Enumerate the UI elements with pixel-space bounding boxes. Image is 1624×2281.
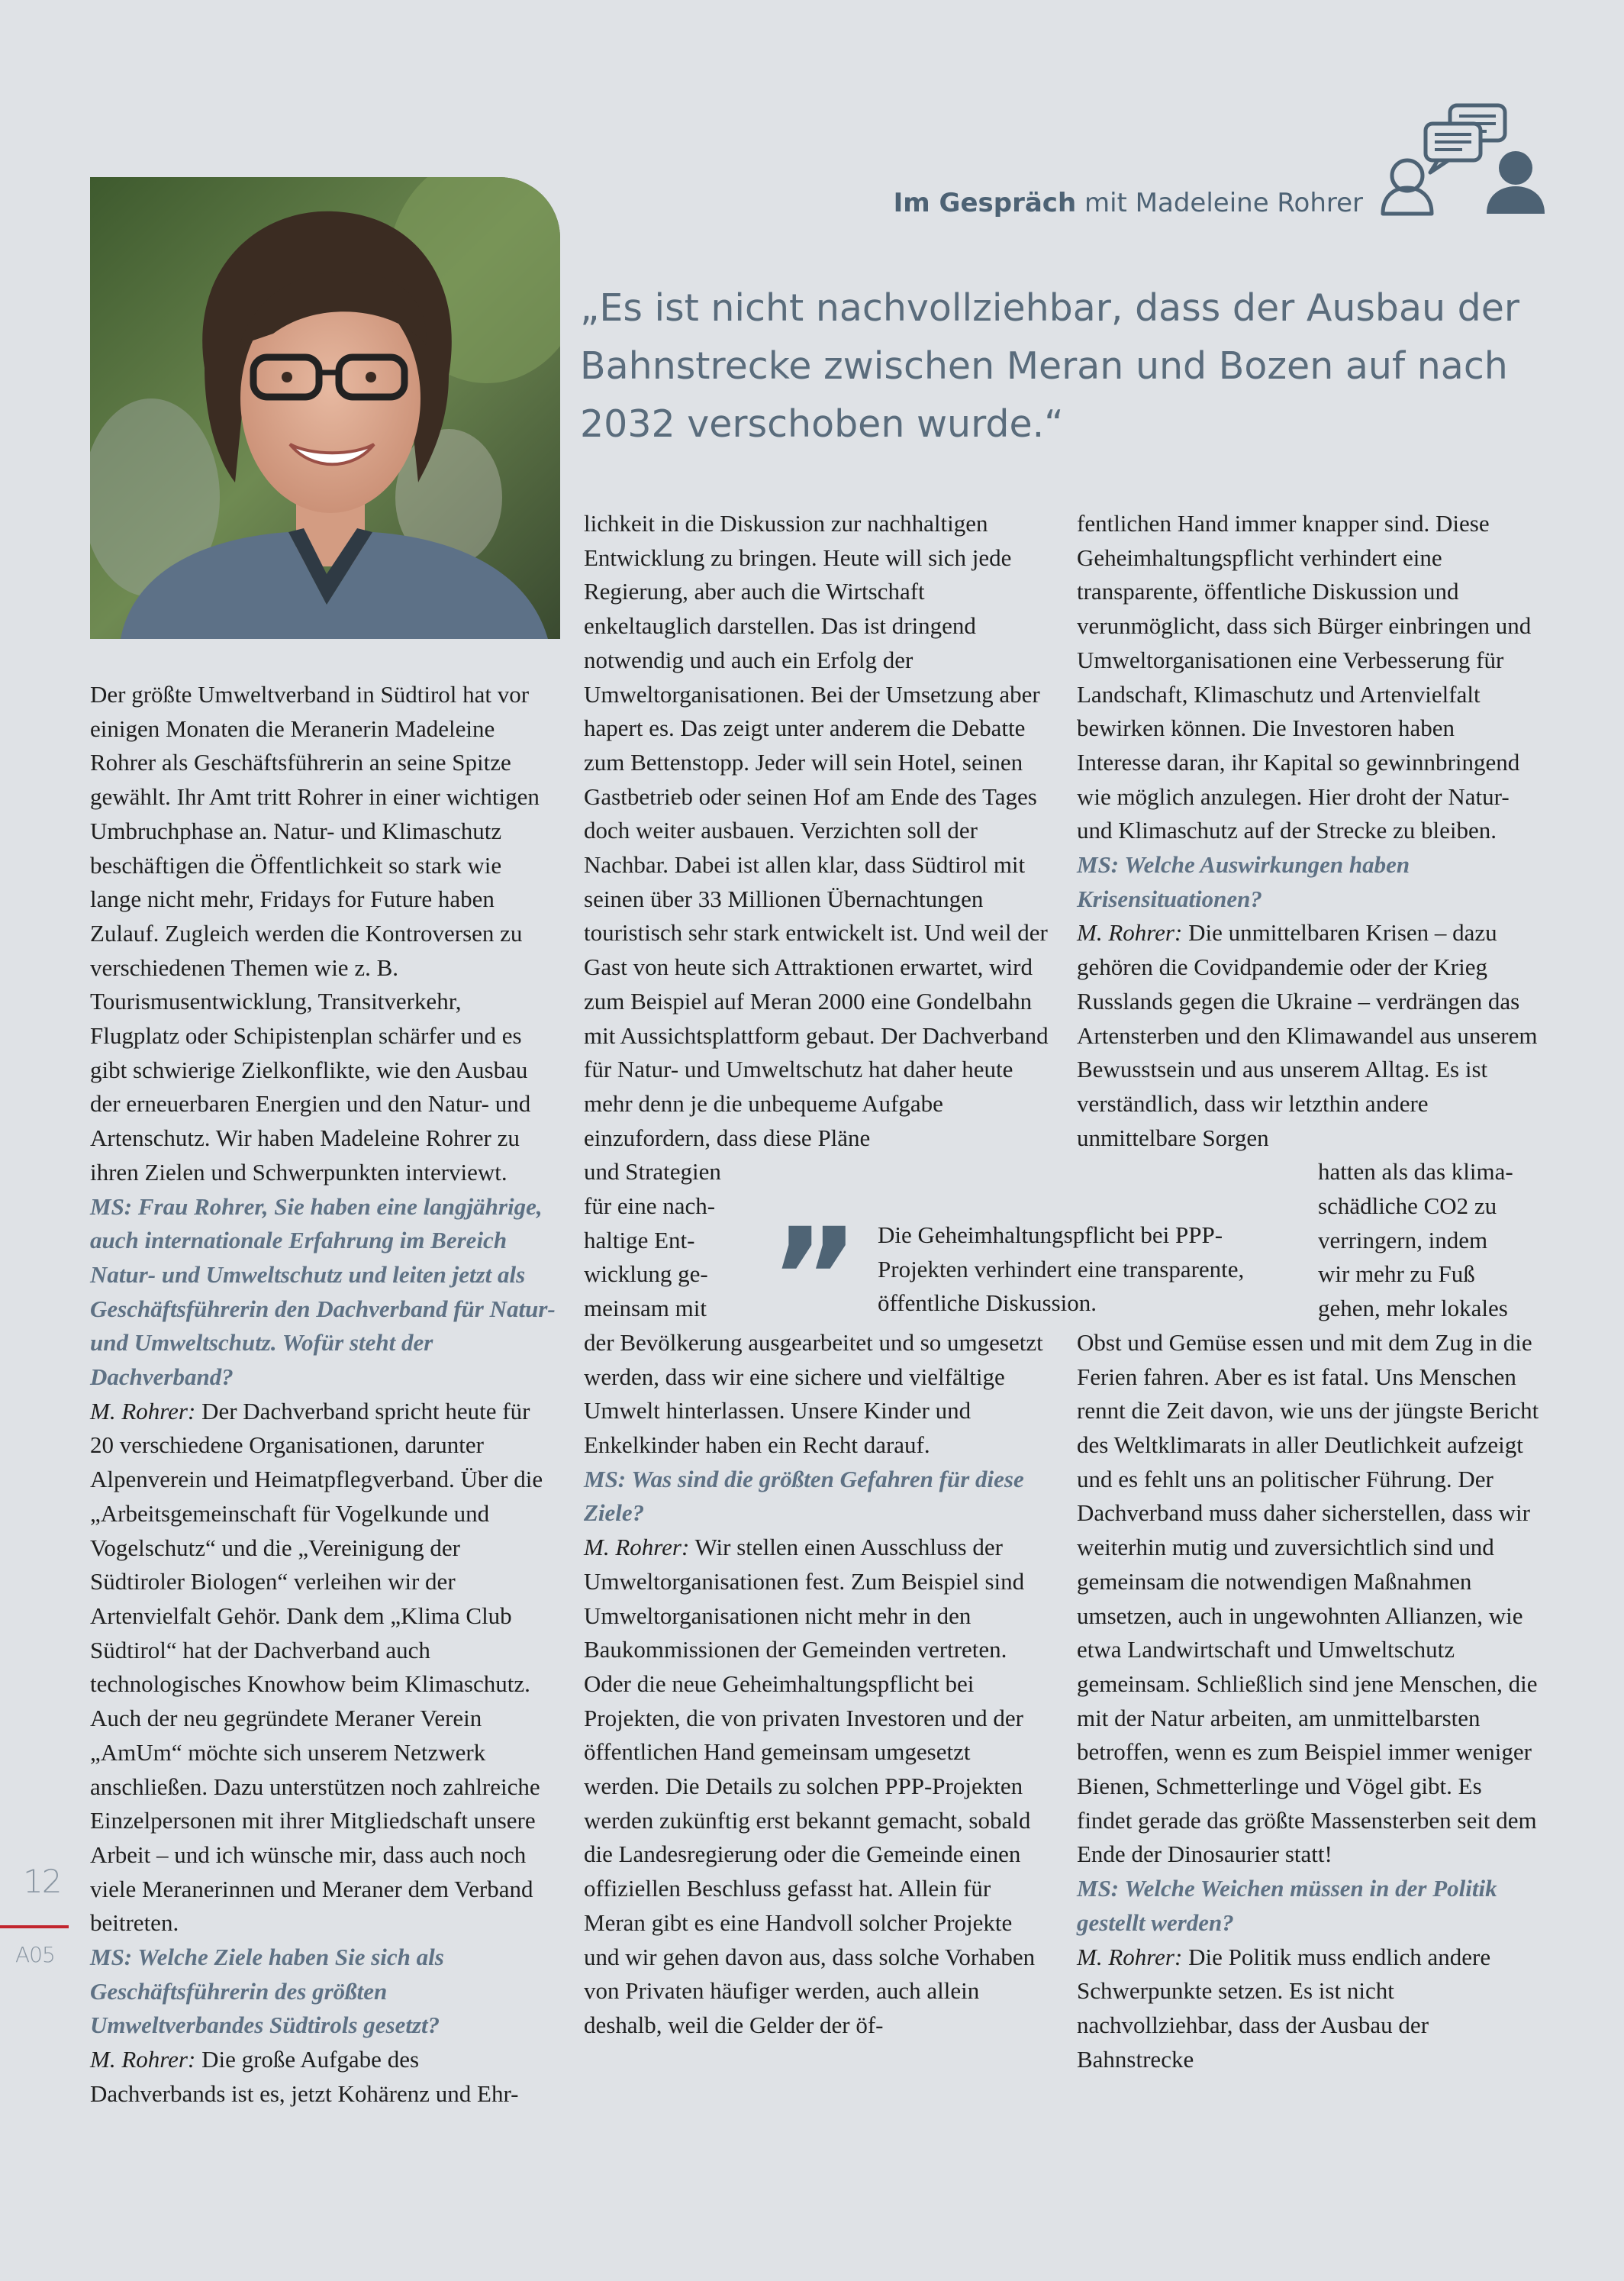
pull-quote: „Es ist nicht nachvollziehbar, dass der Ausbau der Bahnstrecke zwischen Meran und Bozen auf nach 2032 verschoben wurde.“ [580,286,1520,446]
interview-question: MS: Welche Auswirkungen haben Krisensituationen? [1077,851,1410,912]
interview-answer: M. Rohrer: Die Politik muss endlich andere Schwerpunkte setzen. Es ist nicht nachvollziehbar, dass der Ausbau der Bahnstrecke [1077,1943,1491,2073]
wrapped-line: wir mehr zu Fuß [1318,1260,1475,1288]
wrapped-line: schädliche CO2 zu [1318,1192,1497,1220]
speaker-label: M. Rohrer: [90,2046,196,2073]
wrapped-line: haltige Ent- [584,1226,695,1253]
interview-answer: M. Rohrer: Die unmittelbaren Krisen – dazu gehören die Covidpandemie oder der Krieg Russlands gegen die Ukraine – verdrängen das Artensterben und den Klimawandel aus unserem Bewusstsein und aus unserem Alltag. Es ist verständlich, dass wir letzthin andere unmittelbare Sorgen [1077,919,1538,1151]
section-header [894,188,1363,218]
interview-question: MS: Was sind die größten Gefahren für diese Ziele? [584,1465,1024,1527]
interview-question: MS: Welche Ziele haben Sie sich als Geschäftsführerin des größten Umweltverbandes Südtirols gesetzt? [90,1944,444,2039]
interview-question: MS: Welche Weichen müssen in der Politik gestellt werden? [1077,1875,1497,1936]
paragraph: lichkeit in die Diskussion zur nachhaltigen Entwicklung zu bringen. Heute will sich jede Regierung, aber auch die Wirtschaft enkeltauglich darstellen. Das ist dringend notwendig und auch ein Erfolg der Umweltorganisationen. Bei der Umsetzung aber hapert es. Das zeigt unter anderem die Debatte zum Bettenstopp. Jeder will sein Hotel, seinen Gastbetrieb oder seinen Hof am Ende des Tages doch weiter ausbauen. Verzichten soll der Nachbar. Dabei ist allen klar, dass Südtirol mit seinen über 33 Millionen Übernachtungen touristisch sehr stark entwickelt ist. Und weil der Gast von heute sich Attraktionen erwartet, wird zum Beispiel auf Meran 2000 eine Gondelbahn mit Aussichtsplattform gebaut. Der Dachverband für Natur- und Umweltschutz hat daher heute mehr denn je die unbequeme Aufgabe einzufordern, dass diese Pläne [584,510,1049,1151]
interview-answer: M. Rohrer: Wir stellen einen Ausschluss der Umweltorganisationen fest. Zum Beispiel sind Umweltorganisationen nicht mehr in den Baukommissionen der Gemeinden vertreten. Oder die neue Geheimhaltungspflicht bei Projekten, die von privaten Investoren und der öffentlichen Hand gemeinsam umgesetzt werden. Die Details zu solchen PPP-Projekten werden zukünftig erst bekannt gemacht, sobald die Landesregierung oder die Gemeinde einen offiziellen Beschluss gefasst hat. Allein für Meran gibt es eine Handvoll solcher Projekte und wir gehen davon aus, dass solche Vorhaben von Privaten häufiger werden, auch allein deshalb, weil die Gelder der öf- [584,1534,1036,2038]
speaker-label: M. Rohrer: [584,1534,690,1561]
portrait-photo [90,177,560,639]
conversation-icon [1380,101,1548,223]
wrapped-line: und Strategien [584,1158,721,1186]
wrapped-line: gehen, mehr lokales [1318,1295,1508,1322]
speaker-label: M. Rohrer: [90,1397,196,1424]
interview-answer: M. Rohrer: Die große Aufgabe des Dachverbands ist es, jetzt Kohärenz und Ehr- [90,2046,519,2107]
paragraph: Obst und Gemüse essen und mit dem Zug in die Ferien fahren. Aber es ist fatal. Uns Menschen rennt die Zeit davon, wie uns der jüngste Bericht des Weltklimarats in aller Deutlichkeit aufzeigt und es fehlt uns an politischer Führung. Der Dachverband muss daher sicherstellen, dass wir weiterhin mutig und zuversichtlich sind und gemeinsam die notwendigen Maßnahmen umsetzen, auch in ungewohnten Allianzen, wie etwa Landwirtschaft und Umweltschutz gemeinsam. Schließlich sind jene Menschen, die mit der Natur arbeiten, am unmittelbarsten betroffen, wenn es zum Beispiel immer weniger Bienen, Schmetterlinge und Vögel gibt. Es findet gerade das größte Massensterben seit dem Ende der Dinosaurier statt! [1077,1328,1539,1868]
wrapped-line: meinsam mit [584,1295,707,1322]
wrapped-line: verringern, indem [1318,1226,1488,1253]
article-column-3 [1077,507,1542,2076]
interview-answer: M. Rohrer: Der Dachverband spricht heute für 20 verschiedene Organisationen, darunter Alpenverein und Heimatpflegverband. Über die „Arbeitsgemeinschaft für Vogelkunde und Vogelschutz“ und die „Vereinigung der Südtiroler Biologen“ verleihen wir der Artenvielfalt Gehör. Dank dem „Klima Club Südtirol“ hat der Dachverband auch technologisches Knowhow beim Klimaschutz. Auch der neu gegründete Meraner Verein „AmUm“ möchte sich unserem Netzwerk anschließen. Dazu unterstützen noch zahlreiche Einzelpersonen mit ihrer Mitgliedschaft unsere Arbeit – und ich wünsche mir, dass auch noch viele Meranerinnen und Meraner dem Verband beitreten. [90,1397,543,1937]
intro-paragraph: Der größte Umweltverband in Südtirol hat vor einigen Monaten die Meranerin Madeleine Rohrer als Geschäftsführerin an seine Spitze gewählt. Ihr Amt tritt Rohrer in einer wichtigen Umbruchphase an. Natur- und Klimaschutz beschäftigen die Öffentlichkeit so stark wie lange nicht mehr, Fridays for Future haben Zulauf. Zugleich werden die Kontroversen zu verschiedenen Themen wie z. B. Tourismusentwicklung, Transitverkehr, Flugplatz oder Schipistenplan schärfer und es gibt schwierige Zielkonflikte, wie den Ausbau der erneuerbaren Energien und den Natur- und Artenschutz. Wir haben Madeleine Rohrer zu ihren Zielen und Schwerpunkten interviewt. [90,681,540,1186]
paragraph: fentlichen Hand immer knapper sind. Diese Geheimhaltungspflicht verhindert eine transparente, öffentliche Diskussion und verunmöglicht, dass sich Bürger einbringen und Umweltorganisationen eine Verbesserung für Landschaft, Klimaschutz und Artenvielfalt bewirken können. Die Investoren haben Interesse daran, ihr Kapital so gewinnbringend wie möglich anzulegen. Hier droht der Natur- und Klimaschutz auf der Strecke zu bleiben. [1077,510,1532,844]
paragraph: der Bevölkerung ausgearbeitet und so umgesetzt werden, dass wir eine sichere und vielfältige Umwelt hinterlassen. Unsere Kinder und Enkelkinder haben ein Recht darauf. [584,1328,1043,1458]
quote-mark-icon: ” [769,1199,849,1359]
speaker-label: M. Rohrer: [1077,1943,1183,1970]
wrapped-line: hatten als das klima- [1318,1158,1513,1186]
issue-code: A05 [15,1942,55,1967]
page-number: 12 [23,1863,61,1900]
inset-quote-text: Die Geheimhaltungspflicht bei PPP-Projekten verhindert eine transparente, öffentliche Diskussion. [878,1221,1245,1317]
page-rule [0,1925,69,1928]
section-header-bold: Im Gespräch [893,188,1077,218]
wrapped-line: wicklung ge- [584,1260,708,1288]
wrap-block [1077,1155,1542,1326]
article-column-1 [90,678,556,2112]
wrapped-line: für eine nach- [584,1192,716,1220]
speaker-label: M. Rohrer: [1077,919,1183,947]
section-header-rest: mit Madeleine Rohrer [1076,188,1363,218]
interview-question: MS: Frau Rohrer, Sie haben eine langjährige, auch internationale Erfahrung im Bereich Natur- und Umweltschutz und leiten jetzt als Geschäftsführerin den Dachverband für Natur- und Umweltschutz. Wofür steht der Dachverband? [90,1192,556,1391]
